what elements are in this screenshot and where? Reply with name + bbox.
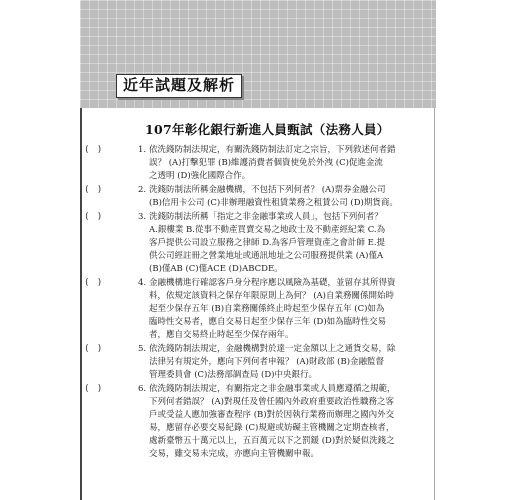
question-text xyxy=(149,343,427,382)
question-line: 者，應自交易終止時起至少保存兩年。 xyxy=(149,330,294,340)
exam-title: 107年彰化銀行新進人員甄試（法務人員） xyxy=(145,122,390,137)
question-line: 交易，雖交易未完成，亦應向主管機關申報。 xyxy=(149,449,320,459)
question-line: 管理委員會 (C)法務部調查局 (D)中央銀行。 xyxy=(149,370,317,380)
question-text xyxy=(149,383,427,461)
question-line: 依洗錢防制法規定，有關指定之非金融事業或人員應遵循之規範， xyxy=(149,384,396,394)
answer-bracket: ( ) xyxy=(84,384,104,394)
question-line: 依洗錢防制法規定，有關洗錢防制法訂定之宗旨，下列敘述何者錯 xyxy=(149,145,396,155)
question-line: (B)僅AB (C)僅ACE (D)ABCDE。 xyxy=(149,264,283,274)
question-number: 2. xyxy=(138,185,147,195)
question-number: 3. xyxy=(138,212,147,222)
question-line: 戶或受益人應加強審查程序 (B)對於因執行業務而辦理之國內外交 xyxy=(149,410,395,420)
question-number: 5. xyxy=(138,344,147,354)
question-number: 1. xyxy=(138,145,147,155)
answer-bracket: ( ) xyxy=(84,185,104,195)
question-line: 易，應留存必要交易紀錄 (C)規避或妨礙主管機關之定期查核者， xyxy=(149,423,395,433)
question-line: 供公司經註冊之營業地址或通訊地址之公司服務提供業 (A)僅A xyxy=(149,251,384,261)
question-line: 處新臺幣五十萬元以上，五百萬元以下之罰鍰 (D)對於疑似洗錢之 xyxy=(149,436,395,446)
answer-bracket: ( ) xyxy=(84,212,104,222)
answer-bracket: ( ) xyxy=(84,344,104,354)
question-line: 金融機構進行確認客戶身分程序應以風險為基礎，並留存其所得資 xyxy=(149,278,396,288)
question-line: 之透明 (D)強化國際合作。 xyxy=(149,171,251,181)
left-rule xyxy=(80,108,82,500)
question-text xyxy=(149,184,427,210)
question-line: 洗錢防制法所稱金融機構，不包括下列何者？ (A)票券金融公司 xyxy=(149,185,386,195)
question-number: 6. xyxy=(138,384,147,394)
question-text xyxy=(149,211,427,276)
right-rule xyxy=(434,108,435,500)
question-line: 下列何者錯誤？ (A)對現任及曾任國內外政府重要政治性職務之客 xyxy=(149,397,394,407)
answer-bracket: ( ) xyxy=(84,278,104,288)
question-line: A.銀樓業 B.從事不動產買賣交易之地政士及不動產經紀業 C.為 xyxy=(149,225,386,235)
question-text xyxy=(149,144,427,183)
answer-bracket: ( ) xyxy=(84,145,104,155)
question-number: 4. xyxy=(138,278,147,288)
section-label: 近年試題及解析 xyxy=(116,74,242,98)
question-line: (B)信用卡公司 (C)非辦理融資性租賃業務之租賃公司 (D)期貨商。 xyxy=(149,198,398,208)
question-line: 洗錢防制法所稱「指定之非金融事業或人員」，包括下列何者？ xyxy=(149,212,383,222)
question-line: 客戶提供公司設立服務之律師 D.為客戶管理資產之會計師 E.提 xyxy=(149,238,386,248)
question-line: 依洗錢防制法規定，金融機構對於達一定金額以上之通貨交易，除 xyxy=(149,344,396,354)
question-line: 法律另有規定外，應向下列何者申報？ (A)財政部 (B)金融監督 xyxy=(149,357,385,367)
question-line: 誤？ (A)打擊犯罪 (B)維護消費者個資使免於外洩 (C)促進金流 xyxy=(149,158,383,168)
question-line: 料，依規定該資料之保存年限原則上為何？ (A)自業務關係開始時 xyxy=(149,291,394,301)
question-line: 起至少保存五年 (B)自業務關係終止時起至少保存五年 (C)如為 xyxy=(149,304,385,314)
question-text xyxy=(149,277,427,342)
question-line: 臨時性交易者，應自交易日起至少保存三年 (D)如為臨時性交易 xyxy=(149,317,387,327)
